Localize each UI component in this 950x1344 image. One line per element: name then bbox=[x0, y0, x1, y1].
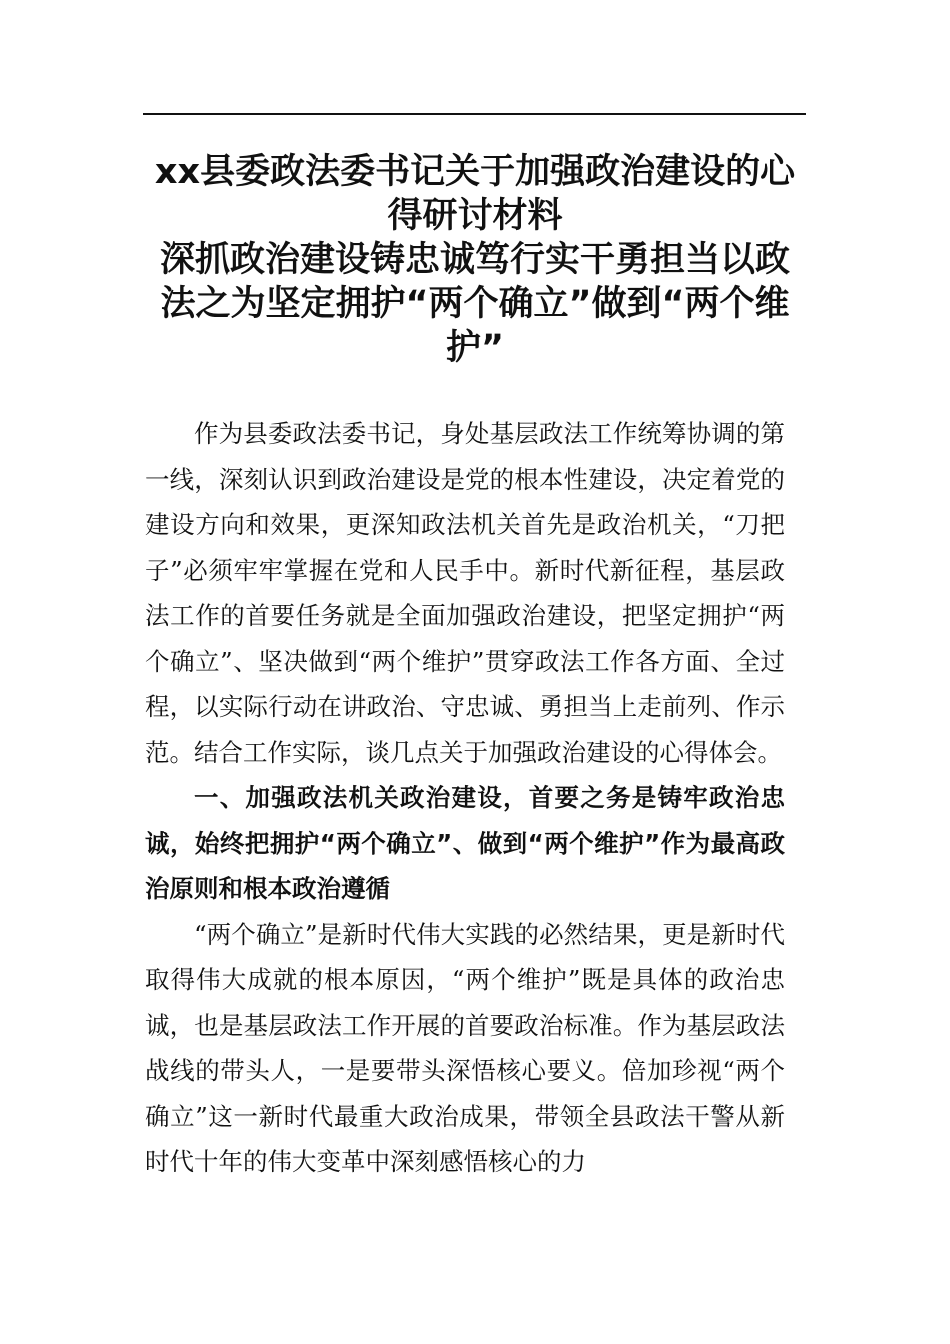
title-line-2: 深抓政治建设铸忠诚笃行实干勇担当以政法之为坚定拥护“两个确立”做到“两个维护” bbox=[159, 240, 790, 368]
title-line-1: xx县委政法委书记关于加强政治建设的心得研讨材料 bbox=[154, 152, 796, 236]
document-body bbox=[145, 411, 785, 1185]
section-heading-1: 一、加强政法机关政治建设，首要之务是铸牢政治忠诚，始终把拥护“两个确立”、做到“两个维护”作为最高政治原则和根本政治遵循 bbox=[145, 783, 785, 903]
document-title bbox=[145, 150, 805, 370]
header-rule bbox=[143, 113, 806, 115]
paragraph-intro: 作为县委政法委书记，身处基层政法工作统筹协调的第一线，深刻认识到政治建设是党的根本性建设，决定着党的建设方向和效果，更深知政法机关首先是政治机关，“刀把子”必须牢牢掌握在党和人民手中。新时代新征程，基层政法工作的首要任务就是全面加强政治建设，把坚定拥护“两个确立”、坚决做到“两个维护”贯穿政法工作各方面、全过程，以实际行动在讲政治、守忠诚、勇担当上走前列、作示范。结合工作实际，谈几点关于加强政治建设的心得体会。 bbox=[145, 419, 785, 767]
paragraph-section-1: “两个确立”是新时代伟大实践的必然结果，更是新时代取得伟大成就的根本原因，“两个维护”既是具体的政治忠诚，也是基层政法工作开展的首要政治标准。作为基层政法战线的带头人，一是要带头深悟核心要义。倍加珍视“两个确立”这一新时代最重大政治成果，带领全县政法干警从新时代十年的伟大变革中深刻感悟核心的力 bbox=[145, 919, 785, 1176]
